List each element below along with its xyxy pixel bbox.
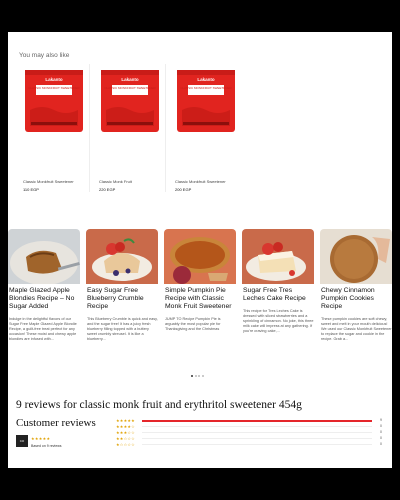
rating-row-stars: ★☆☆☆☆ xyxy=(116,441,135,447)
pack-title: CLASSIC MONKFRUIT SWEETENER xyxy=(104,86,156,90)
rating-row-count: 0 xyxy=(380,441,382,446)
product-price: 220 EGP xyxy=(99,187,116,192)
rating-bar-track xyxy=(142,444,372,445)
product-carousel xyxy=(18,64,238,194)
recipe-excerpt: These pumpkin cookies are soft chewy, sweet and melt in your mouth delicious! We used our Classic Monkfruit Sweetener to replace the sugar and cookie in the recipe. Grab a... xyxy=(321,317,392,341)
recipe-image-pumpkin-pie[interactable] xyxy=(164,229,236,284)
rating-row-count: 0 xyxy=(380,423,382,428)
pack-title: CLASSIC MONKFRUIT SWEETENER xyxy=(28,86,80,90)
rating-row-stars: ★★★★☆ xyxy=(116,423,135,429)
pack-brand: Lakanto xyxy=(197,77,215,82)
product-image[interactable] xyxy=(22,68,86,136)
rating-row[interactable] xyxy=(116,418,386,423)
carousel-dot[interactable] xyxy=(195,375,197,377)
recipe-title[interactable]: Sugar Free Tres Leches Cake Recipe xyxy=(243,287,306,302)
product-image[interactable] xyxy=(98,68,162,136)
based-on-count: Based on 9 reviews xyxy=(31,444,62,448)
summary-star-rating: ★★★★★ xyxy=(31,436,51,441)
recipe-title[interactable]: Easy Sugar Free Blueberry Crumble Recipe xyxy=(87,287,144,310)
recipe-card[interactable] xyxy=(86,229,158,342)
product-image[interactable] xyxy=(174,68,238,136)
recipe-excerpt: This recipe for Tres Leches Cake is dressed with sliced strawberries and a sprinkling of cinnamon. No joke, this three milk cake will impress at any gathering. If you're craving cake,... xyxy=(243,309,314,333)
recipe-image-tres-leches[interactable] xyxy=(242,229,314,284)
rating-row-stars: ★★★★★ xyxy=(116,417,135,423)
rating-row[interactable] xyxy=(116,436,386,441)
recipe-excerpt: JUMP TO Recipe Pumpkin Pie is arguably the most popular pie for Thanksgiving and the Christmas xyxy=(165,317,221,331)
card-divider xyxy=(89,64,90,192)
customer-reviews-title: Customer reviews xyxy=(16,417,96,429)
carousel-dot[interactable] xyxy=(191,375,193,377)
recipe-card[interactable] xyxy=(320,229,392,342)
recipe-card[interactable] xyxy=(8,229,80,342)
product-name[interactable]: Classic Monkfruit Sweetener xyxy=(175,179,226,184)
carousel-dot[interactable] xyxy=(202,375,204,377)
recipe-image-pumpkin-cookies[interactable] xyxy=(320,229,392,284)
product-card[interactable] xyxy=(18,64,90,192)
rating-bar-track xyxy=(142,420,372,421)
recipe-excerpt: This Blueberry Crumble is quick and easy, and the sugar free! It has a juicy fresh blueberry filling topped with a buttery sweet crumbly streusel. It is like a blueberry... xyxy=(87,317,158,341)
rating-row-count: 9 xyxy=(380,417,382,422)
recipe-excerpt: Indulge in the delightful flavors of our Sugar Free Maple Glazed Apple Blondie Recipe, a guilt-free treat perfect for any occasion! These moist and chewy apple blondies are infused with... xyxy=(9,317,77,341)
pack-brand: Lakanto xyxy=(121,77,139,82)
recipe-card[interactable] xyxy=(164,229,236,332)
rating-row-stars: ★★★☆☆ xyxy=(116,429,135,435)
pack-brand: Lakanto xyxy=(45,77,63,82)
rating-bar-fill xyxy=(142,420,372,422)
rating-bar-track xyxy=(142,438,372,439)
recipe-title[interactable]: Simple Pumpkin Pie Recipe with Classic Monk Fruit Sweetener xyxy=(165,287,232,310)
rating-row[interactable] xyxy=(116,442,386,447)
carousel-pagination xyxy=(191,364,205,382)
rating-row-count: 0 xyxy=(380,435,382,440)
reviews-app-badge: CO xyxy=(16,435,28,447)
product-name[interactable]: Classic Monk Fruit xyxy=(99,179,132,184)
product-price: 200 EGP xyxy=(175,187,192,192)
rating-bar-track xyxy=(142,426,372,427)
recipe-card[interactable] xyxy=(242,229,314,334)
recipe-title[interactable]: Maple Glazed Apple Blondies Recipe – No Sugar Added xyxy=(9,287,75,310)
page-frame xyxy=(8,32,392,468)
rating-row-count: 0 xyxy=(380,429,382,434)
rating-row[interactable] xyxy=(116,424,386,429)
product-card[interactable] xyxy=(170,64,242,192)
rating-row-stars: ★★☆☆☆ xyxy=(116,435,135,441)
recipe-title[interactable]: Chewy Cinnamon Pumpkin Cookies Recipe xyxy=(321,287,375,310)
product-card[interactable] xyxy=(94,64,166,192)
recipe-image-blondies[interactable] xyxy=(8,229,80,284)
product-name[interactable]: Classic Monkfruit Sweetener xyxy=(23,179,74,184)
you-may-also-like-heading: You may also like xyxy=(19,52,70,59)
recipe-image-blueberry-crumble[interactable] xyxy=(86,229,158,284)
rating-bar-track xyxy=(142,432,372,433)
rating-breakdown xyxy=(116,418,386,448)
recipe-carousel xyxy=(8,229,392,369)
rating-row[interactable] xyxy=(116,430,386,435)
card-divider xyxy=(165,64,166,192)
reviews-heading: 9 reviews for classic monk fruit and erythritol sweetener 454g xyxy=(16,399,302,411)
product-price: 110 EGP xyxy=(23,187,39,192)
pack-title: CLASSIC MONKFRUIT SWEETENER xyxy=(180,86,232,90)
carousel-dot[interactable] xyxy=(198,375,200,377)
